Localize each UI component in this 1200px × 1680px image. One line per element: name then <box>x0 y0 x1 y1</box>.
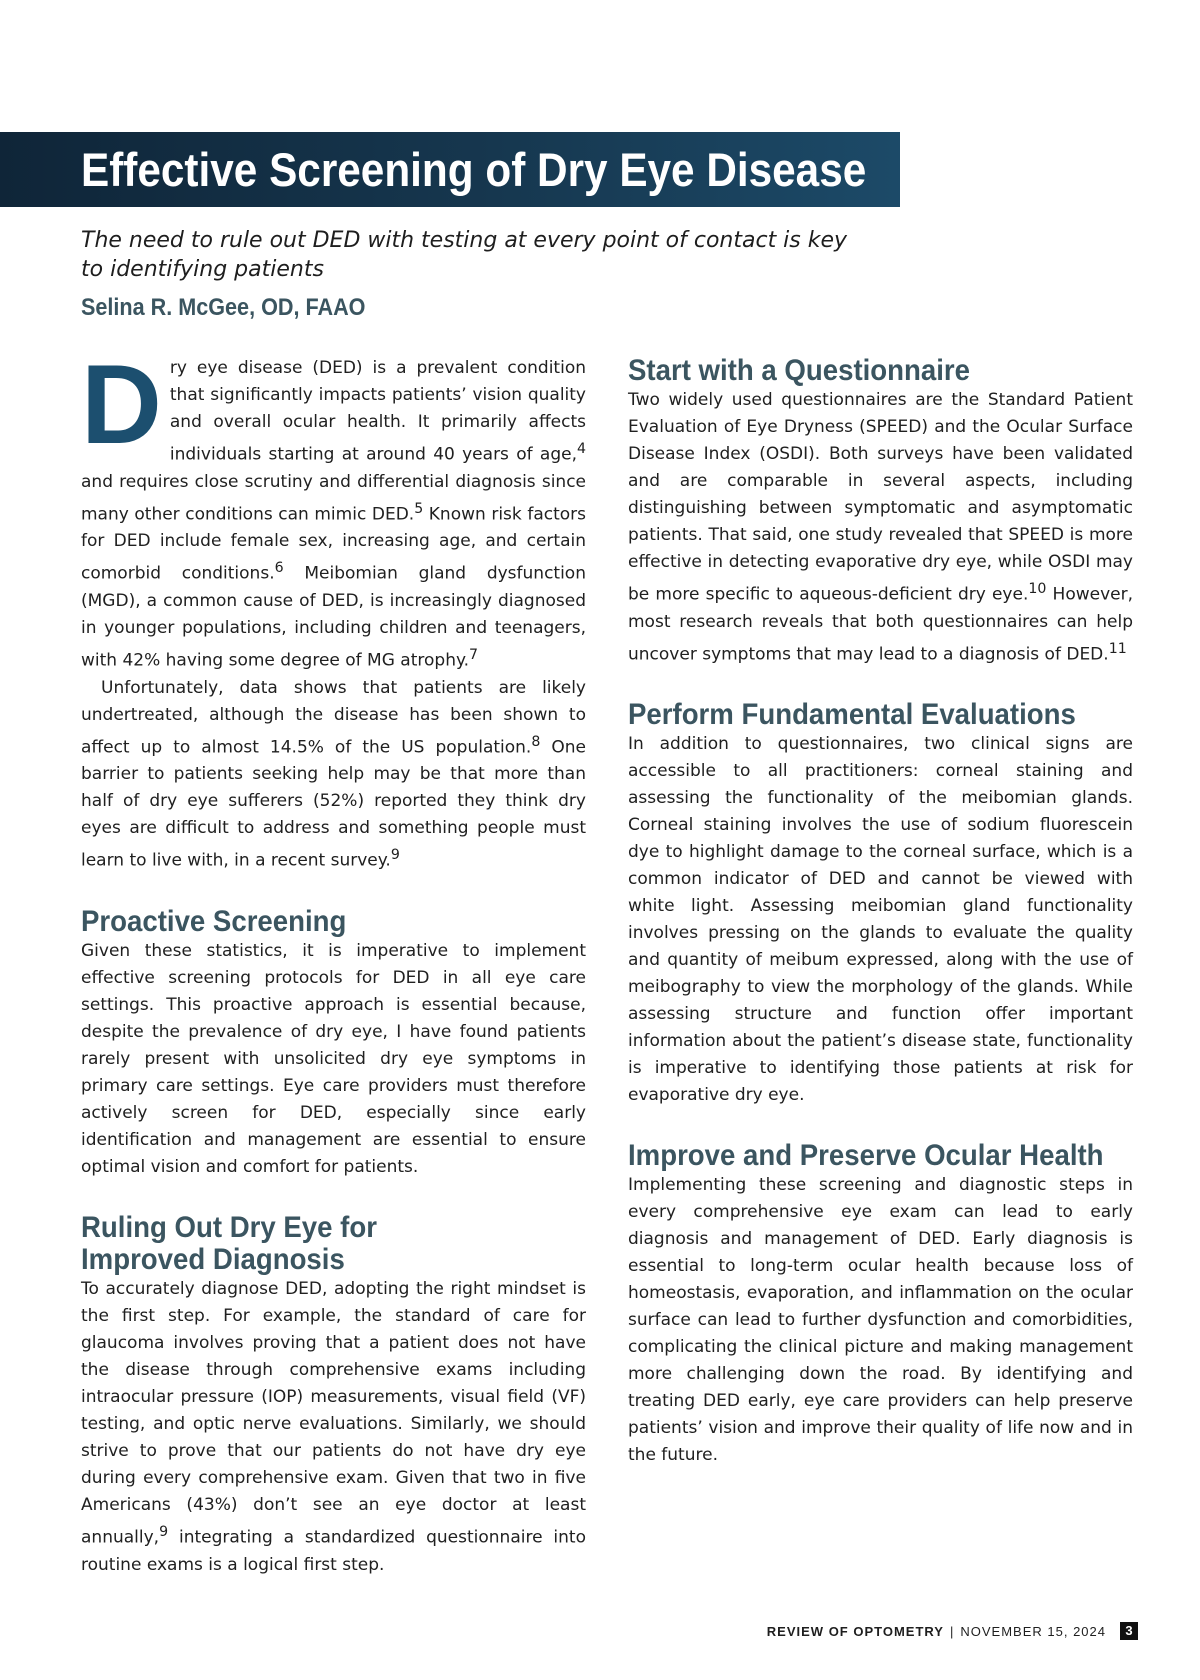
heading-preserve-ocular-health: Improve and Preserve Ocular Health <box>628 1139 1104 1173</box>
heading-fundamental-evaluations: Perform Fundamental Evaluations <box>628 698 1076 732</box>
reference-9: 9 <box>390 847 400 864</box>
questionnaire-text-b: However, most research reveals that both questionnaires can help uncover symptoms that may lead to a diagnosis of DED. <box>628 584 1134 665</box>
reference-4: 4 <box>576 441 586 457</box>
preserve-paragraph: Implementing these screening and diagnostic steps in every comprehensive eye exam can lead to early diagnosis and management of DED. Early diagnosis is essential to long-term ocular health because loss of homeostasis, evaporation, and inflammation on the ocular surface can lead to further dysfunction and comorbidities, complicating the clinical picture and making management more challenging down the road. By identifying and treating DED early, eye care providers can help preserve patients’ vision and improve their quality of life now and in the future. <box>628 1175 1133 1466</box>
questionnaire-text-a: Two widely used questionnaires are the Standard Patient Evaluation of Eye Dryness (SPEED) and the Ocular Surface Disease Index (OSDI). Both surveys have been validated and are comparable in several aspects, including distinguishing between symptomatic and asymptomatic patients. That said, one study revealed that SPEED is more effective in detecting evaporative dry eye, while OSDI may be more specific to aqueous-deficient dry eye. <box>628 390 1133 605</box>
heading-proactive-screening: Proactive Screening <box>81 904 347 938</box>
ruling-out-text-a: To accurately diagnose DED, adopting the right mindset is the first step. For example, the standard of care for glaucoma involves proving that a patient does not have the disease through comprehensive exams including intraocular pressure (IOP) measurements, visual field (VF) testing, and optic nerve evaluations. Similarly, we should strive to prove that our patients do not have dry eye during every comprehensive exam. Given that two in five Americans (43%) don’t see an eye doctor at least annually, <box>81 1278 586 1548</box>
reference-8: 8 <box>531 733 541 750</box>
intro-text-2b: One barrier to patients seeking help may be that more than half of dry eye sufferers (52%) reported they think dry eyes are difficult to address and something people must learn to live with, in a recent survey. <box>81 737 586 871</box>
author-byline: Selina R. McGee, OD, FAAO <box>81 294 366 321</box>
reference-5: 5 <box>414 500 424 517</box>
ruling-out-paragraph <box>81 1276 586 1579</box>
article-title: Effective Screening of Dry Eye Disease <box>81 143 867 196</box>
reference-9b: 9 <box>159 1523 169 1540</box>
page-number: 3 <box>1120 1622 1138 1640</box>
ruling-out-text-b: integrating a standardized questionnaire into routine exams is a logical first step. <box>81 1527 586 1575</box>
intro-text-1d: Meibomian gland dysfunction (MGD), a common cause of DED, is increasingly diagnosed in younger populations, including children and teenagers, with 42% having some degree of MG atrophy. <box>81 563 586 671</box>
fundamental-paragraph: In addition to questionnaires, two clinical signs are accessible to all practitioners: corneal staining and assessing the functionality of the meibomian glands. Corneal staining involves the use of sodium fluorescein dye to highlight damage to the corneal surface, which is a common indicator of DED and cannot be viewed with white light. Assessing meibomian gland functionality involves pressing on the glands to evaluate the quality and quantity of meibum expressed, along with the use of meibography to view the morphology of the glands. While assessing structure and function offer important information about the patient’s disease state, functionality is imperative to identifying those patients at risk for evaporative dry eye. <box>628 734 1133 1106</box>
heading-ruling-out-line-1: Ruling Out Dry Eye for <box>81 1210 377 1244</box>
right-column <box>628 355 1133 1469</box>
article-subtitle: The need to rule out DED with testing at every point of contact is key to identifying patients <box>81 228 848 282</box>
questionnaire-paragraph <box>628 387 1133 668</box>
page-footer <box>767 1622 1138 1640</box>
intro-text-2a: Unfortunately, data shows that patients are likely undertreated, although the disease has been shown to affect up to almost 14.5% of the US population. <box>81 677 586 758</box>
publication-name: REVIEW OF OPTOMETRY <box>766 1623 944 1639</box>
intro-paragraph-1 <box>81 342 586 675</box>
proactive-paragraph: Given these statistics, it is imperative to implement effective screening protocols for DED in all eye care settings. This proactive approach is essential because, despite the prevalence of dry eye, I have found patients rarely present with unsolicited dry eye symptoms in primary care settings. Eye care providers must therefore actively screen for DED, especially since early identification and management are essential to ensure optimal vision and comfort for patients. <box>81 940 586 1177</box>
intro-text-1b: and requires close scrutiny and differential diagnosis since many other conditions can mimic DED. <box>81 471 586 525</box>
heading-ruling-out-line-2: Improved Diagnosis <box>81 1242 345 1276</box>
left-column <box>81 342 586 1579</box>
drop-cap: D <box>81 342 162 467</box>
reference-6: 6 <box>274 560 284 577</box>
footer-separator: | <box>949 1623 955 1639</box>
reference-10: 10 <box>1028 581 1047 597</box>
intro-text-1a: ry eye disease (DED) is a prevalent condition that significantly impacts patients’ vision quality and overall ocular health. It primarily affects individuals starting at around 40 years of age, <box>169 358 586 465</box>
reference-11: 11 <box>1108 640 1127 657</box>
reference-7: 7 <box>469 646 479 663</box>
intro-paragraph-2 <box>81 675 586 875</box>
issue-date: NOVEMBER 15, 2024 <box>960 1623 1106 1639</box>
heading-questionnaire: Start with a Questionnaire <box>628 354 970 387</box>
intro-text-1c: Known risk factors for DED include female sex, increasing age, and certain comorbid conditions. <box>81 504 586 584</box>
